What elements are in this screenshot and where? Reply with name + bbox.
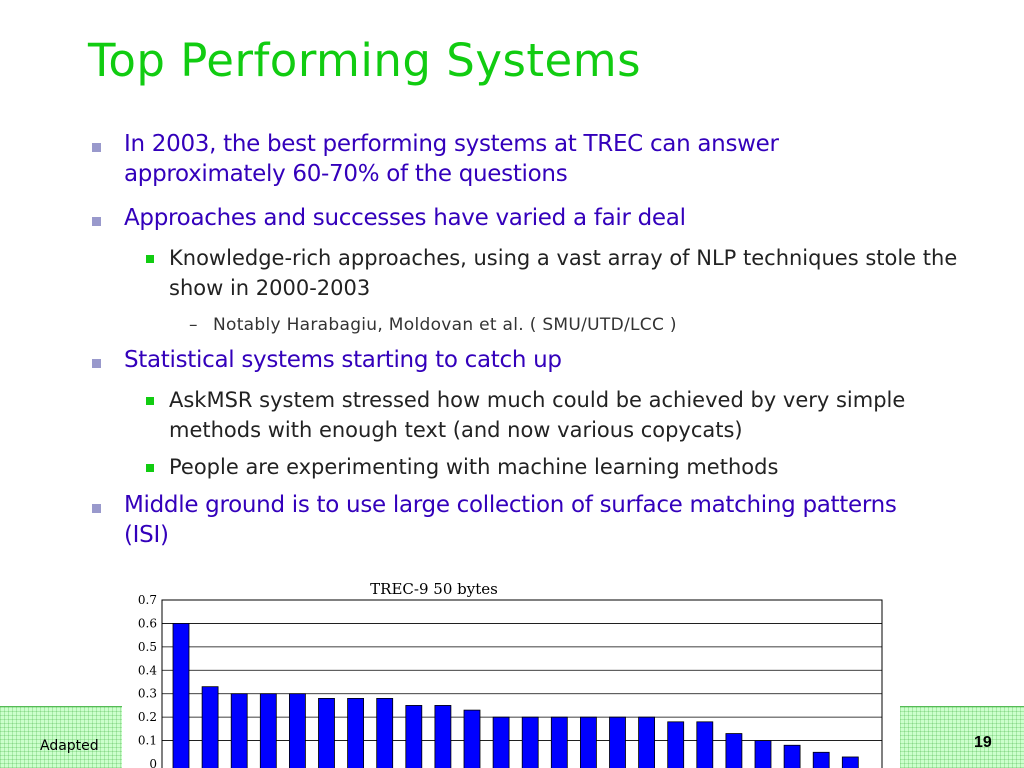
bar [493, 717, 509, 768]
bar-chart [122, 574, 900, 768]
y-tick-label: 0.1 [137, 733, 157, 748]
bullet-text: In 2003, the best performing systems at TREC can answer approximately 60-70% of the questions [124, 131, 779, 187]
y-axis-ticks [138, 593, 157, 768]
bullet-text: Middle ground is to use large collection of surface matching patterns (ISI) [124, 492, 897, 548]
square-bullet-icon [146, 464, 154, 472]
bar [406, 705, 422, 768]
chart-bars [173, 623, 858, 768]
bar [610, 717, 626, 768]
sub-bullet-item [169, 385, 999, 446]
bar [522, 717, 538, 768]
bar [697, 722, 713, 768]
y-tick-label: 0.6 [137, 616, 157, 631]
bar [348, 698, 364, 768]
bar [580, 717, 596, 768]
sub-bullet-item [169, 452, 999, 482]
y-tick-label: 0.2 [137, 710, 157, 725]
bar [173, 623, 189, 768]
bar [842, 757, 858, 768]
sub-bullet-item [169, 243, 999, 304]
chart-canvas [122, 574, 900, 768]
y-tick-label: 0.3 [137, 686, 157, 701]
bar [639, 717, 655, 768]
dash-bullet-icon: – [189, 315, 198, 335]
y-tick-label: 0.7 [137, 593, 157, 607]
bullet-item [124, 204, 914, 234]
bar [435, 705, 451, 768]
square-bullet-icon [92, 359, 101, 368]
bar [755, 741, 771, 768]
bar [464, 710, 480, 768]
chart-title: TREC-9 50 bytes [370, 580, 498, 598]
square-bullet-icon [92, 504, 101, 513]
slide-title: Top Performing Systems [88, 34, 642, 87]
sub-sub-bullet-item [189, 314, 993, 336]
bullet-item [124, 130, 914, 190]
square-bullet-icon [146, 397, 154, 405]
bullet-text: AskMSR system stressed how much could be achieved by very simple methods with enough text (and now various copycats) [169, 388, 906, 443]
bar [377, 698, 393, 768]
bar [668, 722, 684, 768]
bar [260, 694, 276, 768]
bar [726, 734, 742, 768]
bullet-text: People are experimenting with machine learning methods [169, 455, 779, 479]
page-number: 19 [974, 734, 992, 751]
y-tick-label: 0.4 [137, 663, 157, 678]
y-tick-label: 0.5 [137, 639, 157, 654]
bullet-item [124, 491, 914, 551]
bullet-text: Notably Harabagiu, Moldovan et al. ( SMU/UTD/LCC ) [213, 315, 677, 335]
bar [551, 717, 567, 768]
bar [289, 694, 305, 768]
bullet-text: Knowledge-rich approaches, using a vast array of NLP techniques stole the show in 2000-2003 [169, 246, 958, 301]
bar [813, 752, 829, 768]
square-bullet-icon [92, 143, 101, 152]
bar [319, 698, 335, 768]
bar [231, 694, 247, 768]
bar [784, 745, 800, 768]
bullet-item [124, 346, 914, 376]
y-tick-label: 0 [149, 757, 157, 768]
square-bullet-icon [146, 255, 154, 263]
square-bullet-icon [92, 217, 101, 226]
bullet-text: Statistical systems starting to catch up [124, 347, 562, 373]
bar [202, 687, 218, 768]
footer-text: Adapted [40, 738, 99, 754]
bullet-text: Approaches and successes have varied a fair deal [124, 205, 686, 231]
